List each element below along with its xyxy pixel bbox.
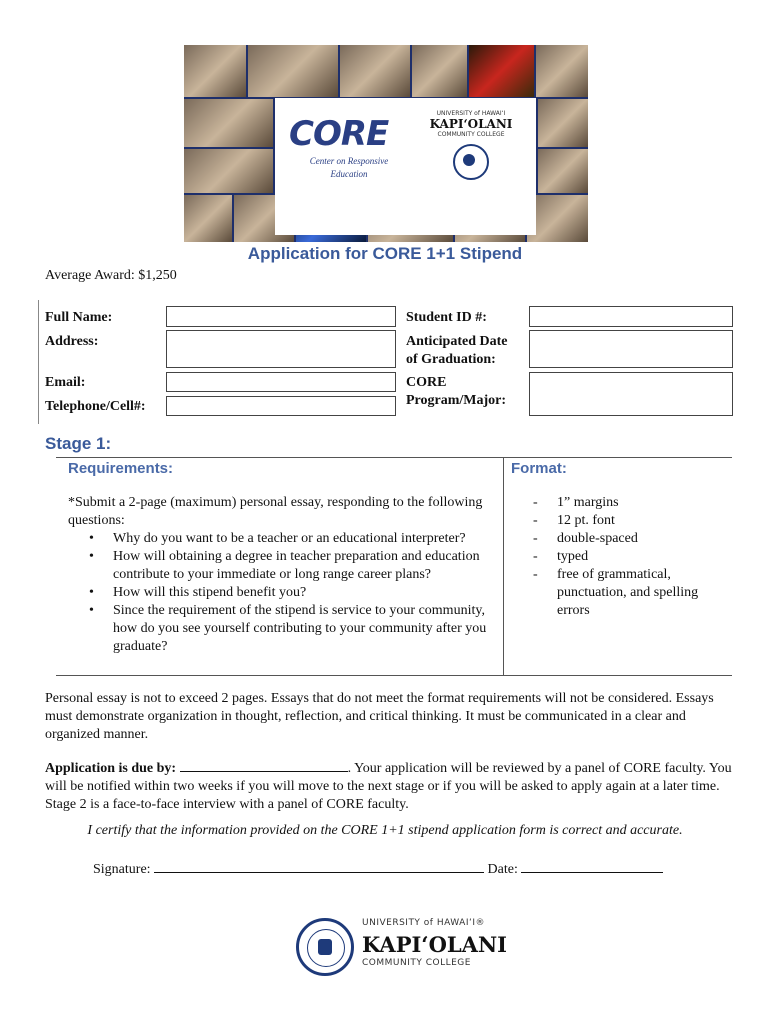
question-item: • How will this stipend benefit you?: [113, 584, 498, 602]
certification-statement: I certify that the information provided on the CORE 1+1 stipend application form is correct and accurate.: [87, 823, 683, 838]
due-paragraph: [45, 757, 735, 814]
left-margin-bar: [38, 300, 39, 424]
footer-cc-text: COMMUNITY COLLEGE: [362, 958, 471, 968]
photo-tile: [184, 45, 246, 97]
photo-tile: [527, 195, 588, 242]
footer-logo: [296, 914, 507, 980]
requirements-cell: [68, 494, 498, 656]
address-label: Address:: [45, 334, 99, 349]
core-logo-word: CORE: [289, 114, 389, 154]
format-item: - free of grammatical, punctuation, and spelling errors: [533, 566, 733, 620]
date-blank[interactable]: [521, 858, 663, 873]
signature-blank[interactable]: [154, 858, 484, 873]
header-banner: [184, 45, 588, 242]
requirements-intro: *Submit a 2-page (maximum) personal essay, responding to the following questions:: [68, 495, 483, 528]
graduation-label-line2: of Graduation:: [406, 352, 496, 367]
full-name-label: Full Name:: [45, 310, 113, 325]
photo-tile: [469, 45, 534, 97]
format-item: - typed: [533, 548, 733, 566]
core-program-field[interactable]: [529, 372, 733, 416]
table-column-divider: [503, 457, 504, 675]
signature-label: Signature:: [93, 862, 151, 877]
core-program-label-line1: CORE: [406, 375, 447, 390]
photo-tile: [184, 195, 232, 242]
student-id-field[interactable]: [529, 306, 733, 327]
footer-kapiolani-text: KAPIʻOLANI: [362, 932, 507, 957]
due-text: . Your application will be reviewed by a panel of CORE faculty. You will be notified within two weeks if you will move to the next stage or if you will be asked to apply again at a later time. Stage 2 is a face-to-face interview with a panel of CORE faculty.: [45, 761, 732, 812]
due-label: Application is due by:: [45, 761, 177, 776]
kapiolani-university-text: UNIVERSITY of HAWAI‘I: [436, 110, 506, 117]
graduation-label-line1: Anticipated Date: [406, 334, 508, 349]
format-item: - 12 pt. font: [533, 512, 733, 530]
telephone-label: Telephone/Cell#:: [45, 399, 146, 414]
email-field[interactable]: [166, 372, 396, 392]
photo-tile: [184, 149, 273, 193]
page-title: Application for CORE 1+1 Stipend: [247, 244, 523, 263]
kapiolani-name: KAPIʻOLANI: [429, 117, 513, 131]
essay-note: Personal essay is not to exceed 2 pages. Essays that do not meet the format requirements will not be considered. Essays must demonstrate organization in thought, reflection, and critical thinking. It must be communicated in a clear and organized manner.: [45, 691, 714, 742]
photo-tile: [248, 45, 338, 97]
stage-1-heading: Stage 1:: [45, 434, 112, 453]
question-item: • How will obtaining a degree in teacher preparation and education contribute to your immediate or long range career plans?: [113, 548, 498, 584]
photo-tile: [538, 99, 588, 147]
photo-tile: [536, 45, 588, 97]
table-bottom-rule: [56, 675, 732, 676]
address-field[interactable]: [166, 330, 396, 368]
university-seal-icon: [453, 144, 489, 180]
full-name-field[interactable]: [166, 306, 396, 327]
telephone-field[interactable]: [166, 396, 396, 416]
requirements-heading: Requirements:: [68, 460, 174, 477]
core-logo-subtitle-2: Education: [330, 169, 368, 179]
graduation-label: [406, 333, 508, 369]
photo-tile: [538, 149, 588, 193]
core-logo: [289, 114, 409, 180]
core-program-label: [406, 374, 506, 410]
date-label: Date:: [487, 862, 518, 877]
banner-logo-panel: [275, 98, 536, 235]
question-item: • Why do you want to be a teacher or an educational interpreter?: [113, 530, 498, 548]
graduation-date-field[interactable]: [529, 330, 733, 368]
photo-tile: [340, 45, 410, 97]
signature-line: [93, 858, 663, 878]
footer-logo-text: [362, 918, 522, 968]
format-item: - double-spaced: [533, 530, 733, 548]
format-list: [533, 494, 733, 620]
format-item: - 1” margins: [533, 494, 733, 512]
due-date-blank[interactable]: [180, 757, 348, 772]
photo-tile: [184, 99, 273, 147]
university-seal-icon: [296, 918, 354, 976]
format-heading: Format:: [511, 460, 567, 477]
footer-university-text: UNIVERSITY of HAWAIʻI®: [362, 918, 485, 928]
question-item: • Since the requirement of the stipend is service to your community, how do you see yourself contributing to your community after you graduate?: [113, 602, 498, 656]
kapiolani-logo: [416, 110, 526, 180]
photo-tile: [412, 45, 467, 97]
core-program-label-line2: Program/Major:: [406, 393, 507, 408]
email-label: Email:: [45, 375, 86, 390]
question-list: [68, 530, 498, 656]
student-id-label: Student ID #:: [406, 310, 487, 325]
average-award: Average Award: $1,250: [45, 268, 177, 283]
core-logo-subtitle-1: Center on Responsive: [309, 156, 389, 166]
table-top-rule: [56, 457, 732, 458]
kapiolani-cc-text: COMMUNITY COLLEGE: [437, 131, 505, 138]
